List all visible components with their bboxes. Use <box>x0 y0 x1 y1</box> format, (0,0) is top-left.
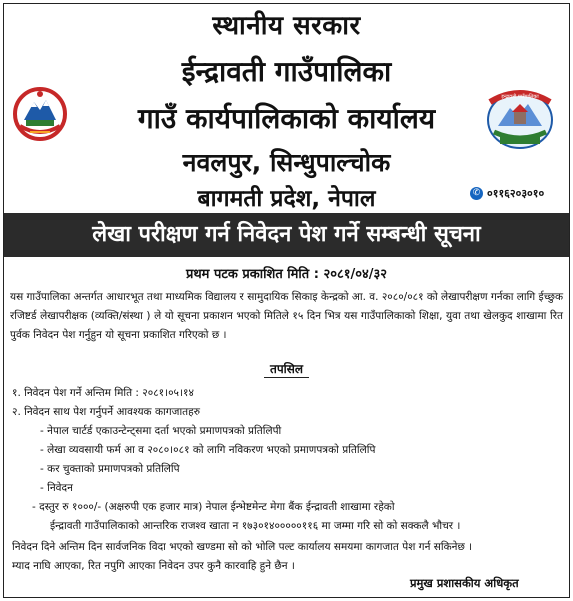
list-item-deadline: १. निवेदन पेश गर्ने अन्तिम मिति : २०८१।०५।१४ <box>12 387 194 399</box>
late-application-note: म्याद नाघि आएका, रित नपुगि आएका निवेदन उपर कुनै कारवाहि हुने छैन । <box>12 560 295 572</box>
notice-title-banner: लेखा परीक्षण गर्न निवेदन पेश गर्ने सम्बन्धी सूचना <box>4 213 569 257</box>
details-subheading-text: तपसिल <box>264 360 309 378</box>
published-date: प्रथम पटक प्रकाशित मिति : २०८१/०४/३२ <box>185 267 388 282</box>
document-bullet: - निवेदन <box>40 482 73 494</box>
phone-icon: ✆ <box>470 187 483 200</box>
document-bullet: - दस्तुर रु १०००/- (अक्षरुपी एक हजार मात्र) नेपाल ईन्भेष्टमेन्ट मेगा बैंक ईन्द्रावती शाखामा रहेको <box>32 501 395 513</box>
emblem-text: इन्द्रावती गाउँपालिका <box>501 94 539 100</box>
details-subheading <box>0 360 573 378</box>
document-bullet: - लेखा व्यवसायी फर्म आ व २०८०।०८१ को लागि नविकरण भएको प्रमाणपत्रको प्रतिलिपि <box>40 444 376 456</box>
header-line-4: नवलपुर, सिन्धुपाल्चोक <box>182 148 391 177</box>
main-paragraph: यस गाउँपालिका अन्तर्गत आधारभूत तथा माध्यमिक विद्यालय र सामुदायिक सिकाइ केन्द्रको आ. व. २०८०/०८१ को लेखापरीक्षण गर्नका लागि ईच्छुक रजिष्टर्ड लेखापरीक्षक (व्यक्ति/संस्था ) ले यो सूचना प्रकाशन भएको मितिले १५ दिन भित्र यस गाउँपालिकाको शिक्षा, युवा तथा खेलकुद शाखामा रित पुर्वक निवेदन पेश गर्नुहुन यो सूचना प्रकाशित गरिएको छ । <box>10 291 564 341</box>
document-bullet-continuation: ईन्द्रावती गाउँपालिकाको आन्तरिक राजश्व खाता न १७३०१४०००००११६ मा जम्मा गरि सो को सक्कलै भौचर । <box>50 520 461 532</box>
header-line-3: गाउँ कार्यपालिकाको कार्यालय <box>137 102 436 135</box>
header-line-5: बागमती प्रदेश, नेपाल <box>197 186 376 212</box>
phone-number: ०११६२०३०१० <box>487 187 545 200</box>
signature-title: प्रमुख प्रशासकीय अधिकृत <box>410 576 519 590</box>
phone-contact <box>470 186 544 201</box>
header-line-2: ईन्द्रावती गाउँपालिका <box>181 55 392 88</box>
document-bullet: - कर चुक्ताको प्रमाणपत्रको प्रतिलिपि <box>40 463 180 475</box>
header-line-1: स्थानीय सरकार <box>212 11 361 41</box>
document-bullet: - नेपाल चार्टर्ड एकाउन्टेन्ट्समा दर्ता भएको प्रमाणपत्रको प्रतिलिपी <box>40 425 282 437</box>
holiday-note: निवेदन दिने अन्तिम दिन सार्वजनिक विदा भएको खण्डमा सो को भोलि पल्ट कार्यालय समयमा कागजात पेश गर्न सकिनेछ । <box>12 541 473 553</box>
list-item-documents: २. निवेदन साथ पेश गर्नुपर्ने आवश्यक कागजातहरु <box>12 406 201 418</box>
